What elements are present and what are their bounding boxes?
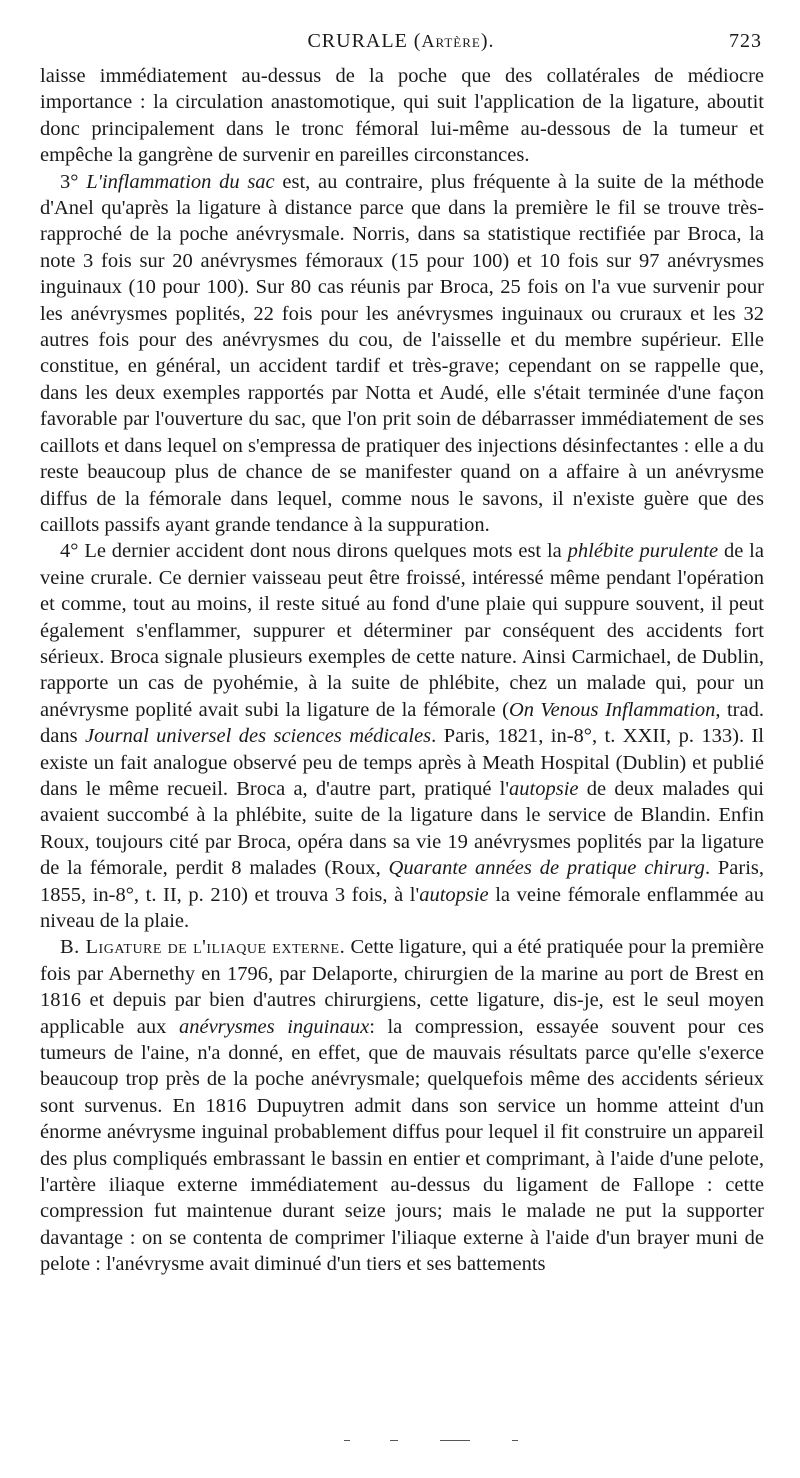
- paragraph-text: . Paris, 1821, in-8°, t. XXII, p. 133). Il existe un fait analogue observé peu de temps après à Meath Hospital (Dublin) et publié dans le même recueil. Broca a, d'autre part, pratiqué l': [40, 725, 765, 800]
- page-number: 723: [729, 30, 762, 52]
- printer-mark: [390, 1440, 398, 1441]
- paragraph-continuation: laisse immédiatement au-dessus de la poche que des collatérales de médiocre importance : la circulation anastomotique, qui suit l'application de la ligature, aboutit donc principalement dans le tronc fémoral lui-même au-dessous de la tumeur et empêche la gangrène de survenir en pareilles circonstances.: [40, 65, 764, 167]
- citation-journal: Journal universel des sciences médicales: [85, 725, 432, 748]
- footer-printer-marks: [344, 1438, 524, 1444]
- running-title-paren-open: (: [413, 30, 422, 52]
- running-title: [40, 30, 762, 53]
- section-number: 4°: [60, 540, 85, 563]
- citation-title: On Venous Inflammation: [508, 698, 716, 721]
- printer-mark: [512, 1440, 518, 1441]
- paragraph-inflammation-du-sac: [40, 169, 764, 539]
- running-title-subject: Artère: [421, 31, 481, 51]
- running-title-paren-close: ).: [480, 30, 495, 52]
- running-title-main: CRURALE: [307, 30, 408, 52]
- paragraph-text: de la veine crurale. Ce dernier vaisseau peut être froissé, intéressé même pendant l'opération et comme, tout au moins, il reste situé au fond d'une plaie qui suppure souvent, il peut également s'enflammer, suppurer et déterminer par conséquent des accidents fort sérieux. Broca signale plusieurs exemples de cette nature. Ainsi Carmichael, de Dublin, rapporte un cas de pyohémie, à la suite de phlébite, chez un malade qui, pour un anévrysme poplité avait subi la ligature de la fémorale (: [40, 540, 764, 721]
- paragraph-text: la veine fémorale enflammée au niveau de la plaie.: [40, 883, 764, 932]
- italic-term: autopsie: [419, 883, 489, 906]
- paragraph-text: de deux malades qui avaient succombé à la phlébite, suite de la ligature dans le service de Blandin. Enfin Roux, toujours cité par Broca, opéra dans sa vie 19 anévrysmes poplités par la ligature de la fémorale, perdit 8 malades (Roux,: [40, 777, 764, 880]
- paragraph-text: . Paris, 1855, in-8°, t. II, p. 210) et trouva 3 fois, à l': [40, 857, 765, 906]
- section-number: 3°: [60, 170, 87, 193]
- italic-term: anévrysmes inguinaux: [178, 1015, 370, 1038]
- paragraph-text: , trad. dans: [40, 698, 764, 748]
- paragraph-text: Le dernier accident dont nous dirons quelques mots est la: [84, 540, 568, 563]
- printer-mark: [344, 1440, 350, 1441]
- paragraph-text: Cette ligature, qui a été pratiquée pour la première fois par Abernethy en 1796, par Delaporte, chirurgien de la marine au port de Brest en 1816 et depuis par bien d'autres chirurgiens, cette ligature, dis-je, est le seul moyen applicable aux: [40, 936, 764, 1038]
- page-body: [40, 63, 764, 1278]
- paragraph-text: : la compression, essayée souvent pour ces tumeurs de l'aine, n'a donné, en effet, que de mauvais résultats parce qu'elle s'exerce beaucoup trop près de la poche anévrysmale; quelquefois même des accidents sérieux sont survenus. En 1816 Dupuytren admit dans son service un homme atteint d'un énorme anévrysme inguinal probablement diffus pour lequel il fit construire un appareil des plus compliqués embrassant le bassin en entier et comprimant, à l'aide d'une pelote, l'artère iliaque externe immédiatement au-dessus du ligament de Fallope : cette compression fut maintenue durant seize jours; mais le malade ne put la supporter davantage : on se contenta de comprimer l'iliaque externe à l'aide d'un brayer muni de pelote : l'anévrysme avait diminué d'un tiers et ses battements: [40, 1015, 764, 1276]
- running-header: [40, 30, 762, 58]
- italic-term: L'inflammation du sac: [86, 170, 275, 193]
- paragraph-ligature-iliaque-externe: [40, 934, 764, 1277]
- paragraph-phlebite-purulente: [40, 538, 764, 934]
- paragraph-text: est, au contraire, plus fréquente à la suite de la méthode d'Anel qu'après la ligature à distance parce que dans la première le fil se trouve très-rapproché de la poche anévrysmale. Norris, dans sa statistique rectifiée par Broca, la note 3 fois sur 20 anévrysmes fémoraux (15 pour 100) et 10 fois sur 97 anévrysmes inguinaux (10 pour 100). Sur 80 cas réunis par Broca, 25 fois on l'a vue survenir pour les anévrysmes poplités, 22 fois pour les anévrysmes inguinaux ou cruraux et les 32 autres fois pour des anévrysmes du cou, de l'aisselle et du membre supérieur. Elle constitue, en général, un accident tardif et très-grave; cependant on se rappelle que, dans les deux exemples rapportés par Notta et Audé, elle s'était terminée d'une façon favorable par l'ouverture du sac, que l'on prit soin de débarrasser immédiatement de ses caillots et dans lequel on s'empressa de pratiquer des injections désinfectantes : elle a du reste beaucoup plus de chance de se manifester quand on a affaire à un anévrysme diffus de la fémorale dans lequel, comme nous le savons, il n'existe guère que des caillots passifs ayant grande tendance à la suppuration.: [40, 170, 765, 536]
- printer-mark: [440, 1440, 470, 1441]
- italic-term: phlébite purulente: [567, 540, 719, 563]
- citation-title: Quarante années de pratique chirurg: [388, 857, 705, 880]
- section-heading: B. Ligature de l'iliaque externe.: [60, 936, 346, 959]
- italic-term: autopsie: [509, 777, 579, 800]
